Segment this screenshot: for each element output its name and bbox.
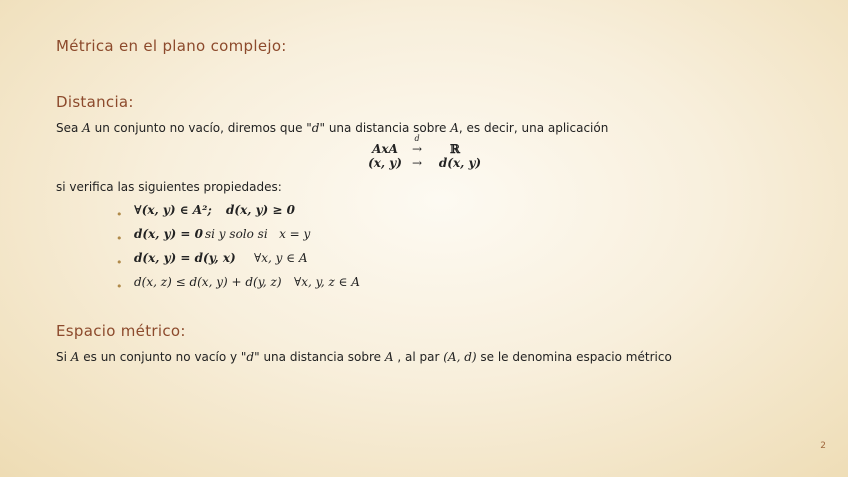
mapping-arrow: → <box>411 156 423 170</box>
mapping-pair: (x, y) <box>368 156 402 170</box>
set-symbol: A <box>384 350 394 364</box>
metric-space-definition <box>56 350 672 364</box>
page-number: 2 <box>820 441 826 451</box>
definition-text: " una distancia sobre <box>254 350 385 364</box>
mapping-domain: AxA <box>372 142 398 156</box>
property-formula: d(x, z) ≤ d(x, y) + d(y, z) <box>134 275 282 289</box>
distance-heading: Distancia: <box>56 93 134 111</box>
mapping-codomain: ℝ <box>450 142 460 156</box>
metric-space-heading: Espacio métrico: <box>56 322 186 340</box>
bullet: • <box>116 280 123 293</box>
pair-symbol: (A, d) <box>443 350 477 364</box>
mapping-arrow: → <box>411 142 423 156</box>
property-item <box>116 203 295 222</box>
set-symbol: A <box>82 121 91 135</box>
definition-text: , es decir, una aplicación <box>458 121 609 135</box>
mapping-label: d <box>414 134 420 143</box>
set-symbol: A <box>70 350 80 364</box>
definition-text: " una distancia sobre <box>319 121 451 135</box>
property-condition: ∀x, y, z ∈ A <box>294 275 360 289</box>
definition-text: , al par <box>393 350 444 364</box>
slide-title: Métrica en el plano complejo: <box>56 37 287 55</box>
function-mapping <box>360 134 490 174</box>
property-condition: ∀x, y ∈ A <box>254 251 308 265</box>
bullet: • <box>116 256 123 269</box>
properties-intro: si verifica las siguientes propiedades: <box>56 180 282 194</box>
mapping-image: d(x, y) <box>438 156 482 170</box>
definition-text: se le denomina espacio métrico <box>476 350 672 364</box>
property-formula: ∀(x, y) ∈ A²; <box>134 203 212 217</box>
property-item <box>116 275 360 294</box>
distance-symbol: d <box>311 121 320 135</box>
set-symbol: A <box>450 121 459 135</box>
property-formula: d(x, y) = d(y, x) <box>134 251 236 265</box>
definition-text: Sea <box>56 121 83 135</box>
definition-text: es un conjunto no vacío y " <box>79 350 247 364</box>
definition-text: Si <box>56 350 71 364</box>
property-item <box>116 227 311 246</box>
property-condition: si y solo si x = y <box>205 227 311 241</box>
bullet: • <box>116 232 123 245</box>
distance-definition <box>56 121 608 135</box>
property-item <box>116 251 308 270</box>
property-condition: d(x, y) ≥ 0 <box>226 203 295 217</box>
definition-text: un conjunto no vacío, diremos que " <box>90 121 312 135</box>
distance-symbol: d <box>246 350 255 364</box>
bullet: • <box>116 208 123 221</box>
property-formula: d(x, y) = 0 <box>134 227 203 241</box>
